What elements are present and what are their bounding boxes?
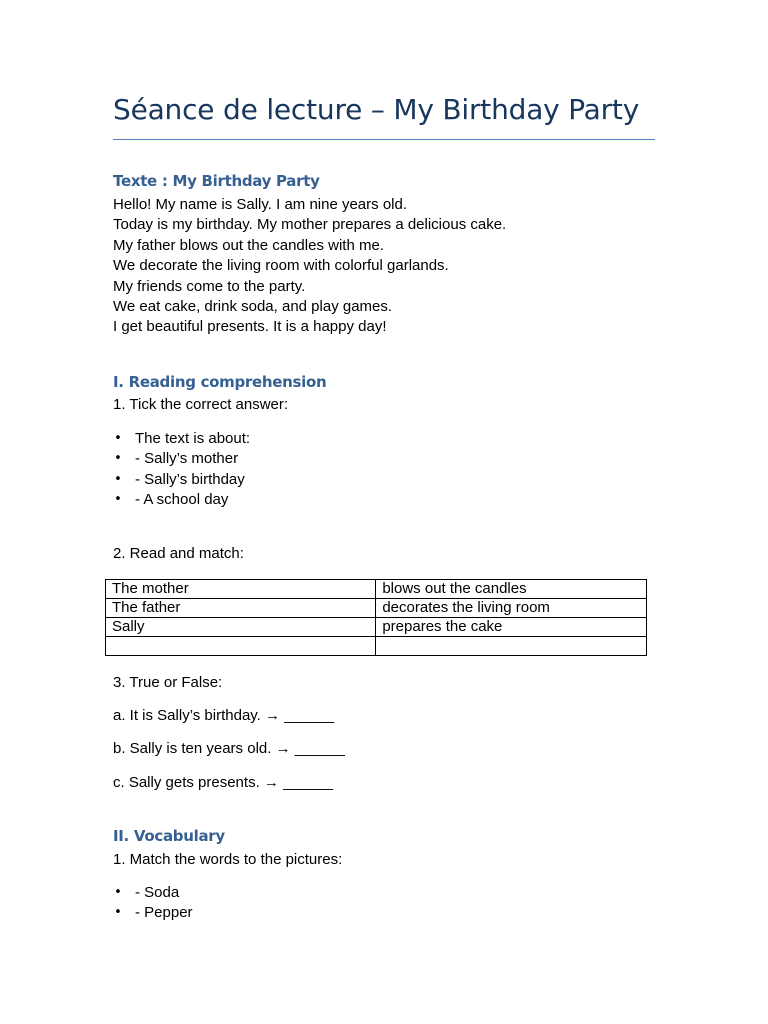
table-cell — [376, 637, 647, 656]
story-line: My father blows out the candles with me. — [113, 236, 384, 254]
table-row — [106, 599, 647, 618]
vocab-q1-instruction: 1. Match the words to the pictures: — [113, 851, 343, 868]
story-text — [113, 195, 506, 338]
reading-heading: I. Reading comprehension — [113, 373, 327, 391]
list-item: • - Sally’s mother — [113, 449, 250, 469]
title-underline — [113, 139, 655, 140]
story-line: Today is my birthday. My mother prepares a delicious cake. — [113, 216, 507, 234]
text-heading: Texte : My Birthday Party — [113, 172, 320, 190]
q2-instruction: 2. Read and match: — [113, 545, 244, 562]
story-line: My friends come to the party. — [113, 277, 306, 295]
table-row — [106, 618, 647, 637]
true-false-item: b. Sally is ten years old. → ______ — [113, 740, 345, 757]
table-cell: blows out the candles — [376, 580, 647, 599]
table-cell: The mother — [106, 580, 376, 599]
table-cell: Sally — [106, 618, 376, 637]
list-item: • - Pepper — [113, 903, 193, 923]
q3-instruction: 3. True or False: — [113, 674, 223, 691]
true-false-item: a. It is Sally’s birthday. → ______ — [113, 707, 335, 724]
table-row — [106, 637, 647, 656]
story-line: We decorate the living room with colorful garlands. — [113, 257, 449, 275]
table-cell: The father — [106, 599, 376, 618]
bullet-icon: • — [114, 431, 122, 446]
table-cell: decorates the living room — [376, 599, 647, 618]
q1-instruction: 1. Tick the correct answer: — [113, 396, 289, 413]
list-item: • The text is about: — [113, 429, 250, 449]
vocab-words-list — [113, 883, 193, 924]
q1-options-list — [113, 429, 250, 511]
story-line: We eat cake, drink soda, and play games. — [113, 297, 393, 315]
table-cell — [106, 637, 376, 656]
document-title: Séance de lecture – My Birthday Party — [113, 93, 640, 126]
bullet-icon: • — [114, 471, 122, 487]
bullet-icon: • — [114, 451, 122, 467]
story-line: Hello! My name is Sally. I am nine years old. — [113, 196, 408, 213]
list-item: • - Soda — [113, 883, 193, 903]
vocabulary-heading: II. Vocabulary — [113, 827, 225, 845]
true-false-item: c. Sally gets presents. → ______ — [113, 774, 334, 791]
bullet-icon: • — [114, 905, 122, 921]
list-item: • - A school day — [113, 490, 250, 510]
bullet-icon: • — [114, 885, 122, 900]
list-item: • - Sally’s birthday — [113, 470, 250, 490]
table-cell: prepares the cake — [376, 618, 647, 637]
match-table — [105, 579, 647, 656]
table-row — [106, 580, 647, 599]
bullet-icon: • — [114, 492, 122, 508]
story-line: I get beautiful presents. It is a happy day! — [113, 318, 387, 336]
